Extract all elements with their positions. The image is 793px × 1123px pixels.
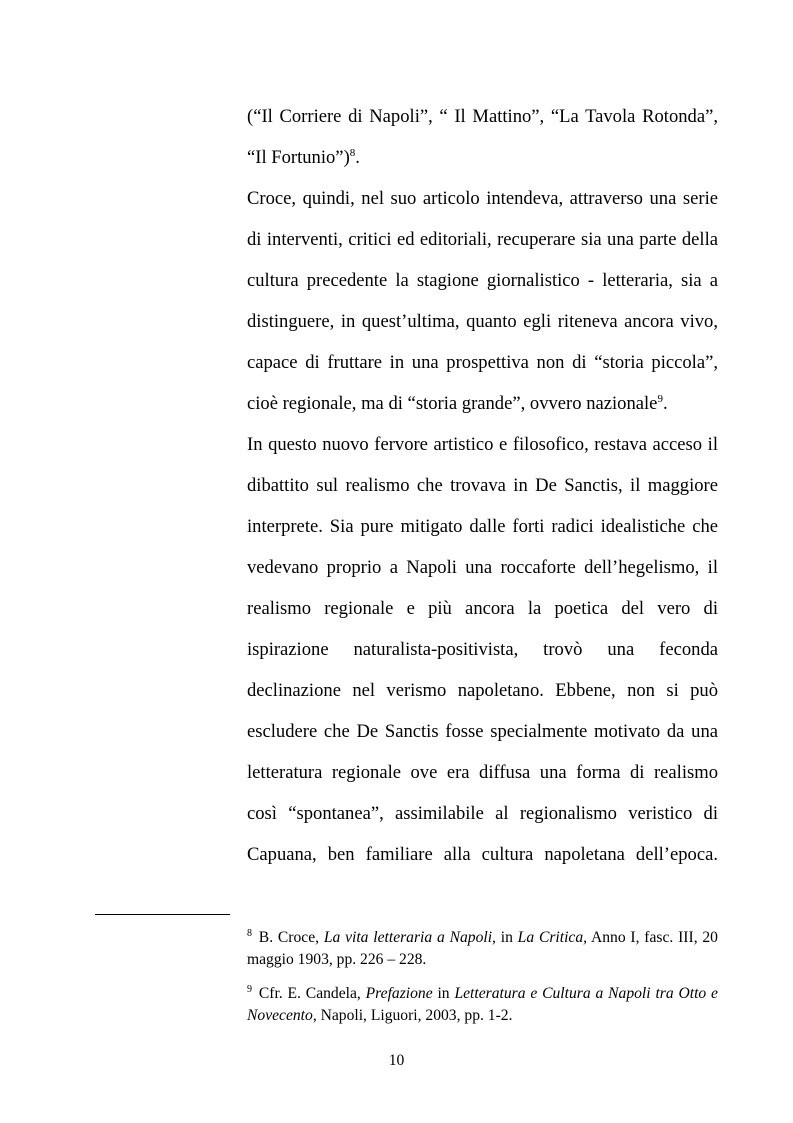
footnote-title: Prefazione <box>365 985 433 1002</box>
text-line: di interventi, critici ed editoriali, recuperare sia una parte della <box>247 229 718 250</box>
text-line: così “spontanea”, assimilabile al regionalismo veristico di <box>247 803 718 824</box>
footnote-text: in <box>495 929 518 946</box>
footnote-text: B. Croce, <box>254 929 324 946</box>
footnote-8 <box>247 927 718 971</box>
text-line: escludere che De Sanctis fosse specialmente motivato da una <box>247 721 718 742</box>
text-line: interprete. Sia pure mitigato dalle forti radici idealistiche che <box>247 516 718 537</box>
footnote-book-title: Novecento <box>247 1007 313 1024</box>
footnote-text: Cfr. E. Candela, <box>254 985 366 1002</box>
footnote-ref-9[interactable]: 9 <box>657 393 663 405</box>
text-line-content: cioè regionale, ma di “storia grande”, ovvero nazionale <box>247 393 658 414</box>
footnote-text: Anno I, fasc. III, 20 <box>587 929 718 946</box>
text-line: capace di fruttare in una prospettiva non di “storia piccola”, <box>247 352 718 373</box>
text-line: In questo nuovo fervore artistico e filosofico, restava acceso il <box>247 434 718 455</box>
footnote-text: , Napoli, Liguori, 2003, pp. 1-2. <box>312 1007 513 1024</box>
footnote-marker: 9 <box>247 984 252 995</box>
footnote-journal: La Critica, <box>517 929 588 946</box>
text-line: Croce, quindi, nel suo articolo intendeva, attraverso una serie <box>247 188 718 209</box>
text-line: vedevano proprio a Napoli una roccaforte dell’hegelismo, il <box>247 557 718 578</box>
page-number: 10 <box>388 1052 405 1069</box>
footnote-9 <box>247 983 718 1027</box>
text-line: Capuana, ben familiare alla cultura napoletana dell’epoca. <box>247 844 718 865</box>
text-line <box>247 137 718 178</box>
text-line: letteratura regionale ove era diffusa una forma di realismo <box>247 762 718 783</box>
footnote-book-title: Letteratura e Cultura a Napoli tra Otto e <box>454 985 718 1002</box>
footnote-line <box>247 1005 718 1027</box>
text-line: dibattito sul realismo che trovava in De Sanctis, il maggiore <box>247 475 718 496</box>
footnote-title: La vita letteraria a Napoli, <box>323 929 496 946</box>
text-line: cultura precedente la stagione giornalistico - letteraria, sia a <box>247 270 718 291</box>
footnote-separator <box>95 914 230 915</box>
text-line: declinazione nel verismo napoletano. Ebbene, non si può <box>247 680 718 701</box>
text-line <box>247 383 718 424</box>
text-line-content: “Il Fortunio”) <box>247 147 350 168</box>
footnote-line: maggio 1903, pp. 226 – 228. <box>247 951 427 968</box>
text-line: realismo regionale e più ancora la poetica del vero di <box>247 598 718 619</box>
text-line-tail: . <box>355 147 360 168</box>
footnotes <box>247 927 718 1039</box>
footnote-line <box>247 927 718 949</box>
footnote-text: in <box>432 985 455 1002</box>
text-line: distinguere, in quest’ultima, quanto egli riteneva ancora vivo, <box>247 311 718 332</box>
footnote-line <box>247 983 718 1005</box>
footnote-marker: 8 <box>247 928 252 939</box>
footnote-ref-8[interactable]: 8 <box>349 147 356 159</box>
text-line: (“Il Corriere di Napoli”, “ Il Mattino”, “La Tavola Rotonda”, <box>247 106 718 127</box>
text-line-tail: . <box>662 393 668 414</box>
text-line: ispirazione naturalista-positivista, trovò una feconda <box>247 639 718 660</box>
body-text <box>247 96 718 875</box>
